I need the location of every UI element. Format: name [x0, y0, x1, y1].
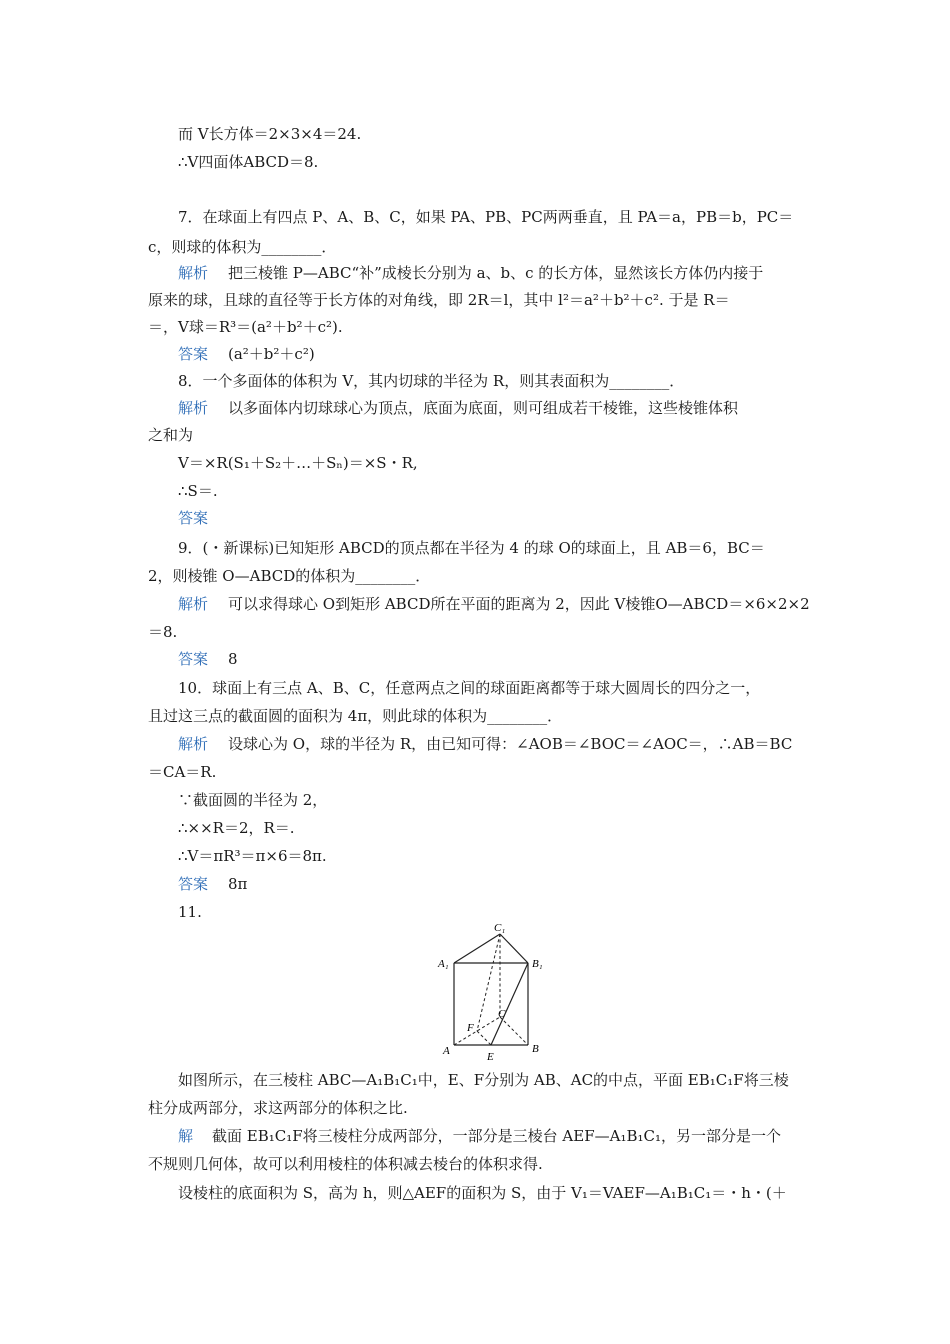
text-line: ∴V四面体ABCD＝8. — [178, 153, 319, 171]
solution-11-line1: 截面 EB₁C₁F将三棱柱分成两部分，一部分是三棱台 AEF—A₁B₁C₁，另一部分是一个 — [212, 1127, 781, 1145]
vertex-label-e: E — [487, 1051, 494, 1062]
vertex-label-b1: B₁ — [532, 958, 543, 970]
answer-7: (a²＋b²＋c²) — [228, 345, 315, 363]
text-line: 而 V长方体＝2×3×4＝24. — [178, 125, 362, 143]
analysis-label: 解析 — [178, 399, 209, 417]
analysis-9-line2: ＝8. — [148, 623, 178, 641]
analysis-10-line5: ∴V＝πR³＝π×6＝8π. — [178, 847, 327, 865]
question-9-line1: 9．(・新课标)已知矩形 ABCD的顶点都在半径为 4 的球 O的球面上，且 AB＝6，BC＝ — [178, 539, 765, 557]
question-10-line1: 10．球面上有三点 A、B、C，任意两点之间的球面距离都等于球大圆周长的四分之一， — [178, 679, 761, 697]
analysis-7-line3: ＝，V球＝R³＝(a²＋b²＋c²). — [148, 318, 343, 336]
edge-a1-c1 — [454, 934, 500, 963]
answer-10: 8π — [228, 875, 248, 893]
analysis-8-line4: ∴S＝. — [178, 482, 218, 500]
hidden-edge-f-e — [477, 1031, 491, 1045]
analysis-8-line2: 之和为 — [148, 426, 194, 444]
analysis-7-line2: 原来的球，且球的直径等于长方体的对角线，即 2R＝l，其中 l²＝a²＋b²＋c². 于是 R＝ — [148, 291, 730, 309]
solution-11-line2: 不规则几何体，故可以利用棱柱的体积减去棱台的体积求得. — [148, 1155, 543, 1173]
analysis-label: 解析 — [178, 595, 209, 613]
vertex-label-f: F — [467, 1022, 474, 1034]
analysis-9-line1: 可以求得球心 O到矩形 ABCD所在平面的距离为 2，因此 V棱锥O—ABCD＝×6×2×2 — [228, 595, 810, 613]
question-7-line2: c，则球的体积为________． — [148, 238, 337, 256]
vertex-label-b: B — [532, 1043, 539, 1055]
analysis-10-line2: ＝CA＝R. — [148, 763, 217, 781]
question-9-line2: 2，则棱锥 O—ABCD的体积为________． — [148, 567, 431, 585]
edge-b1-e — [491, 963, 528, 1045]
hidden-edge-c-b — [500, 1017, 528, 1045]
analysis-label: 解析 — [178, 735, 209, 753]
vertex-label-a: A — [443, 1045, 450, 1057]
question-11-line2: 柱分成两部分，求这两部分的体积之比. — [148, 1099, 408, 1117]
answer-label: 答案 — [178, 875, 209, 893]
vertex-label-a1: A₁ — [438, 958, 449, 970]
answer-9: 8 — [228, 650, 238, 668]
hidden-edge-c1-f — [477, 934, 500, 1031]
solution-label: 解 — [178, 1127, 194, 1145]
edge-c1-b1 — [500, 934, 528, 963]
question-7-line1: 7．在球面上有四点 P、A、B、C，如果 PA、PB、PC两两垂直，且 PA＝a，PB＝b，PC＝ — [178, 208, 794, 226]
answer-label: 答案 — [178, 509, 209, 527]
question-11-number: 11. — [178, 903, 202, 921]
question-11-line1: 如图所示，在三棱柱 ABC—A₁B₁C₁中，E、F分别为 AB、AC的中点，平面 EB₁C₁F将三棱 — [178, 1071, 789, 1089]
analysis-10-line3: ∵截面圆的半径为 2， — [178, 791, 328, 809]
analysis-10-line4: ∴××R＝2，R＝. — [178, 819, 295, 837]
analysis-label: 解析 — [178, 264, 209, 282]
analysis-7-line1: 把三棱锥 P—ABC“补”成棱长分别为 a、b、c 的长方体，显然该长方体仍内接于 — [228, 264, 764, 282]
solution-11-line3: 设棱柱的底面积为 S，高为 h，则△AEF的面积为 S，由于 V₁＝VAEF—A₁B₁C₁＝・h・(＋ — [178, 1184, 787, 1202]
vertex-label-c: C — [498, 1008, 506, 1020]
question-10-line2: 且过这三点的截面圆的面积为 4π，则此球的体积为________． — [148, 707, 563, 725]
analysis-8-line3: V＝×R(S₁＋S₂＋…＋Sₙ)＝×S・R, — [178, 454, 418, 472]
question-8: 8．一个多面体的体积为 V，其内切球的半径为 R，则其表面积为________． — [178, 372, 685, 390]
prism-figure — [430, 920, 560, 1062]
analysis-8-line1: 以多面体内切球球心为顶点，底面为底面，则可组成若干棱锥，这些棱锥体积 — [228, 399, 739, 417]
analysis-10-line1: 设球心为 O，球的半径为 R，由已知可得：∠AOB＝∠BOC＝∠AOC＝，∴AB＝BC — [228, 735, 793, 753]
vertex-label-c1: C₁ — [494, 922, 506, 934]
answer-label: 答案 — [178, 345, 209, 363]
answer-label: 答案 — [178, 650, 209, 668]
